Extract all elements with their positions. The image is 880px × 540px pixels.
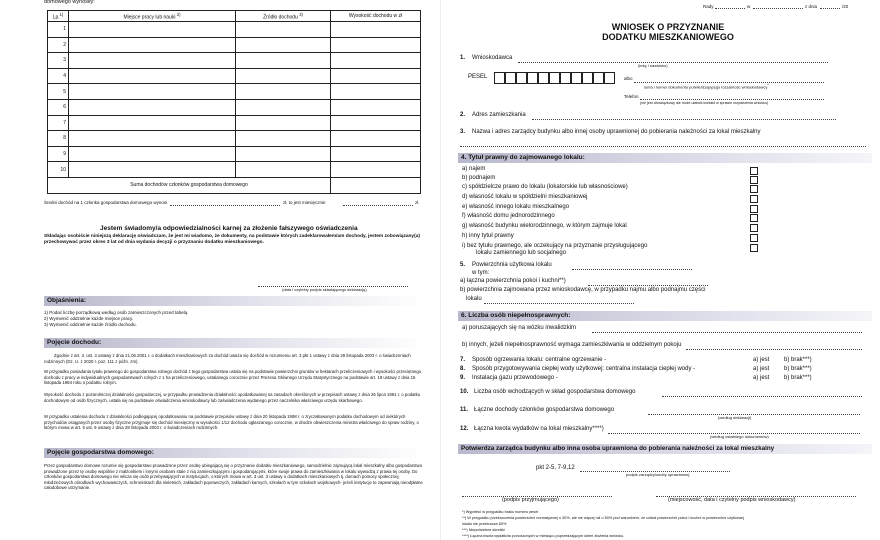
row-number: 6 [48,99,69,115]
total-income-caption: (według deklaracji) [718,415,752,420]
heating-opt-a[interactable]: a) jest [753,357,770,363]
legal-title-option-label: d) własność lokalu w spółdzielni mieszkaniowej [462,194,588,200]
row-workplace-cell[interactable] [69,146,236,162]
row-workplace-cell[interactable] [69,37,236,53]
header-income-source: Źródło dochodu $^{3)}$ [236,11,331,22]
area-b-label-2: lokalu [466,296,482,302]
row-workplace-cell[interactable] [69,84,236,100]
row-amount-cell[interactable] [331,131,421,147]
hot-water-opt-a[interactable]: a) jest [753,366,770,372]
row-workplace-cell[interactable] [69,162,236,178]
header-workplace: Miejsce pracy lub nauki $^{2)}$ [69,11,236,22]
household-concept-header: Pojęcie gospodarstwa domowego: [44,448,426,458]
manager-field[interactable] [460,146,866,147]
receiver-signature-caption: (podpis przyjmującego) [502,497,559,503]
table-row [48,162,421,178]
table-row [48,53,421,69]
table-row [48,22,421,38]
oath-title: Jestem świadomy/a odpowiedzialności karnej za złożenie fałszywego oświadczenia [100,225,358,232]
disabled-header: 6. Liczba osób niepełnosprawnych: [458,311,872,321]
monthly-income-field[interactable] [343,205,413,206]
income-table [47,10,421,194]
pesel-digit-box[interactable] [571,72,582,84]
row-number: 3 [48,53,69,69]
disabled-a-field[interactable] [592,332,862,333]
row-number: 2 [48,37,69,53]
area-b-label: b) powierzchnia zajmowana przez wnioskodawcę, w przypadku najmu albo podnajmu części [460,287,706,293]
applicant-name-caption: (imię i nazwisko) [638,63,668,68]
legal-title-checkbox[interactable] [750,167,758,175]
form-title-2: DODATKU MIESZKANIOWEGO [602,32,734,42]
sum-value-cell[interactable] [331,177,421,193]
field-3-number: 3. [460,129,466,135]
field-10-number: 10. [460,389,469,395]
disabled-b-label: b) innych, jeżeli niepełnosprawność wymaga zamieszkiwania w oddzielnym pokoju [462,342,682,348]
hot-water-opt-b[interactable]: b) brak***) [784,366,812,372]
legal-title-option-label: a) najem [462,166,486,172]
date-label: z dnia [805,4,818,9]
row-workplace-cell[interactable] [69,53,236,69]
row-workplace-cell[interactable] [69,99,236,115]
income-paragraph-2: W przypadku posiadania tytułu prawnego do gospodarstwa rolnego dochód z tego gospodarstwa ustala się na podstawie powierzchni gruntów w hektarach przeliczeniowych i wysokości przeciętnego dochodu z pracy w indywidualnych gospodarstwach rolnych z 1 ha przeliczeniowego, ustalanego corocznie przez Prezesa Głównego Urzędu Statystycznego na podstawie art. 18 ustawy z dnia 15 listopada 1984 roku o podatku rolnym. [44,369,422,386]
area-label: Powierzchnia użytkowa lokalu [472,262,552,268]
row-amount-cell[interactable] [331,84,421,100]
area-a-label: a) łączna powierzchnia pokoi i kuchni**) [460,278,566,284]
row-source-cell[interactable] [236,99,331,115]
row-source-cell[interactable] [236,131,331,147]
footnote: *) Wypełnić w przypadku braku numeru pesel [462,510,539,514]
expenses-caption: (według ostatniego dokumentów) [710,434,769,439]
pesel-digit-box[interactable] [593,72,604,84]
legal-title-option-label: lokalu zamiennego lub socjalnego [476,250,567,256]
row-workplace-cell[interactable] [69,22,236,38]
row-number: 9 [48,146,69,162]
household-paragraph: Przez gospodarstwo domowe rozumie się gospodarstwo prowadzone przez osobę ubiegającą się o przyznanie dodatku mieszkaniowego, samodzielnie zajmującą lokal mieszkalny albo gospodarstwo prowadzone przez tę osobę wspólnie z małżonkiem i innymi osobami stale z nią zamieszkującymi i gospodarującymi, które swoje prawa do zamieszkiwania w lokalu wywodzą z prawa tej osoby. Do członków gospodarstwa domowego nie wlicza się osób przebywających w instytucjach, o których mowa w art. 3 ust. 3 ustawy o dodatkach mieszkaniowych tj. domach pomocy społecznej, młodzieżowych ośrodkach wychowawczych, schroniskach dla nieletnich, zakładach poprawczych, zakładach karnych, szkołach w tym szkołach wojskowych- jeżeli instytucje te zapewniają nieodpłatne całodobowe utrzymanie. [44,463,423,491]
table-row [48,131,421,147]
legal-title-checkbox[interactable] [750,224,758,232]
row-workplace-cell[interactable] [69,131,236,147]
row-workplace-cell[interactable] [69,115,236,131]
total-income-label: Łączne dochody członków gospodarstwa domowego [474,407,615,413]
phone-label: Telefon [624,94,639,99]
oath-text: Składając osobiście niniejszą deklarację oświadczam, że jest mi wiadomo, że dokumenty, na podstawie których zadeklarowałem/am dochody, jestem zobowiązany(a) przechowywać przez okres 3 lat od dnia wydania decyzji o przyznaniu dodatku mieszkaniowego. [44,234,420,246]
table-header-row [48,11,421,22]
top-note: domowego wynosiły: [44,0,95,5]
header-income-amount: Wysokość dochodu w zł [331,11,421,22]
row-amount-cell[interactable] [331,22,421,38]
page-application-form [448,0,880,540]
table-row [48,99,421,115]
applicant-name-field[interactable] [518,62,828,63]
row-number: 7 [48,115,69,131]
table-row [48,84,421,100]
field-9-number: 9. [460,375,466,381]
income-paragraph-4: W przypadku ustalenia dochodu z działalności podlegającej opodatkowaniu na podstawie przepisów ustawy z dnia 20 listopada 1998 r. o zryczałtowanym podatku dochodowym od niektórych przychodów osiąganych przez osoby fizyczne przyjmuje się dochód miesięczny w wysokości 1/12 dochodu ogłaszanego corocznie, w drodze obwieszczenia ministra właściwego do spraw rodziny, o którym mowa w art. 5 ust. 9 ustawy z dnia 28 listopada 2003 r. o świadczeniach rodzinnych. [44,414,419,431]
zl-label: zł. [415,200,420,205]
field-11-number: 11. [460,407,469,413]
sum-row [48,177,421,193]
area-a-field[interactable] [588,285,708,286]
row-workplace-cell[interactable] [69,68,236,84]
heating-opt-b[interactable]: b) brak***) [784,357,812,363]
disabled-a-label: a) poruszających się na wózku inwalidzkim [462,325,577,331]
pesel-digit-box[interactable] [560,72,571,84]
table-row [48,146,421,162]
field-5-number: 5. [460,262,466,268]
legal-title-checkbox[interactable] [750,176,758,184]
place-w-field[interactable] [753,8,803,9]
disabled-b-field[interactable] [686,349,862,350]
footnote: **) W przypadku przekroczenia powierzchni normatywnej o 30%, ale nie więcej niż o 50% pod warunkiem, że udział powierzchni pokoi i kuchni w powierzchni użytkowej [462,516,744,520]
pesel-digit-box[interactable] [516,72,527,84]
manager-label: Nazwa i adres zarządcy budynku albo innej osoby uprawnionej do pobierania należności za lokal mieszkalny [472,129,761,135]
legal-title-option-label: c) spółdzielcze prawo do lokalu (lokatorskie lub własnościowe) [462,184,628,190]
legal-title-checkbox[interactable] [750,214,758,222]
footnote: ***) Niepotrzebne skreślić [462,528,506,532]
id-document-field[interactable] [634,82,824,83]
total-income-field[interactable] [648,414,860,415]
date-year: /20 [842,4,849,9]
heating-label: Sposób ogrzewania lokalu: centralne ogrzewanie - [472,357,607,363]
pesel-digit-box[interactable] [582,72,593,84]
income-paragraph-1: Zgodnie z art. 3. ust. 3 ustawy z dnia 21.06.2001 r. o dodatkach mieszkaniowych za dochód uważa się dochód w rozumieniu art. 3 pkt 1 ustawy z dnia 28 listopada 2003 r. o świadczeniach rodzinnych (Dz. U. z 2020 r. poz. 111 z późn. zm). [44,353,411,364]
expl-item-3: 3) Wymienić oddzielnie każde źródło dochodu. [44,322,137,327]
legal-title-option-label: f) własność domu jednorodzinnego [462,213,555,219]
area-field[interactable] [572,269,692,270]
manager-signature-caption: podpis zarządcy/osoby uprawnionej [626,472,690,477]
income-concept-header: Pojęcie dochodu: [44,338,426,348]
legal-title-checkbox[interactable] [750,185,758,193]
explanations-header: Objaśnienia: [44,296,426,306]
place-w-label: w [747,4,751,9]
row-source-cell[interactable] [236,37,331,53]
expenses-label: Łączna kwota wydatków na lokal mieszkalny****) [474,426,604,432]
field-1-number: 1. [460,55,466,61]
zl-monthly-label: zł, to jest miesięcznie [283,200,326,205]
row-amount-cell[interactable] [331,99,421,115]
header-lp: Lp.$^{1)}$ [48,11,69,22]
row-number: 1 [48,22,69,38]
row-number: 4 [48,68,69,84]
legal-title-checkbox[interactable] [750,244,758,252]
footnote: lokalu nie przekracza 60% [462,522,507,526]
area-b-field[interactable] [484,303,634,304]
row-source-cell[interactable] [236,53,331,69]
pesel-digit-box[interactable] [538,72,549,84]
row-amount-cell[interactable] [331,162,421,178]
household-size-label: Liczba osób wchodzących w skład gospodarstwa domowego [474,389,636,395]
row-amount-cell[interactable] [331,68,421,84]
row-source-cell[interactable] [236,68,331,84]
row-number: 5 [48,84,69,100]
row-source-cell[interactable] [236,115,331,131]
table-row [48,68,421,84]
hot-water-label: Sposób przygotowywania ciepłej wody użytkowej: centralna instalacja ciepłej wody - [472,366,696,372]
expl-item-1: 1) Podać liczbę porządkową według osób zamieszczonych przed tabelą. [44,310,189,315]
phone-caption: (nie jest obowiązkowy ale może ułatwić kontakt w sprawie rozpatrzenia wniosku) [640,101,769,105]
pesel-digit-box[interactable] [494,72,505,84]
gas-label: Instalacja gazu przewodowego - [472,375,558,381]
legal-title-option-label: i) bez tytułu prawnego, ale oczekujący na przyznanie przysługującego [462,243,648,249]
pesel-digit-box[interactable] [505,72,516,84]
area-sub-label: w tym: [472,270,490,276]
confirm-points: pkt 2-5, 7-9,12 [536,465,575,471]
row-amount-cell[interactable] [331,53,421,69]
row-number: 10 [48,162,69,178]
footnote: ****) Łączna kwota wydatków ponoszonych w miesiącu poprzedzającym dzień złożenia wniosku. [462,534,625,538]
id-document-caption: seria i numer dokumentu potwierdzającego tożsamość wnioskodawcy* [644,83,769,90]
applicant-label: Wnioskodawca [472,55,513,61]
legal-title-option-label: g) własność budynku wielorodzinnego, w którym zajmuje lokal [462,223,627,229]
form-title-1: WNIOSEK O PRZYZNANIE [611,22,725,32]
applicant-signature-caption: (miejscowość, data i czytelny podpis wnioskodawcy) [668,497,796,503]
pesel-digit-box[interactable] [549,72,560,84]
household-size-field[interactable] [662,396,862,397]
field-12-number: 12. [460,426,469,432]
row-amount-cell[interactable] [331,146,421,162]
pesel-digit-box[interactable] [527,72,538,84]
row-number: 8 [48,131,69,147]
gas-opt-a[interactable]: a) jest [753,375,770,381]
legal-title-option-label: b) podnajem [462,175,496,181]
place-label: Rady [703,4,714,9]
row-amount-cell[interactable] [331,37,421,53]
table-row [48,115,421,131]
pesel-label: PESEL [468,74,488,80]
avg-income-field[interactable] [170,205,280,206]
phone-field[interactable] [640,99,824,100]
date-field[interactable] [820,8,840,9]
legal-title-option-label: e) własność innego lokalu mieszkalnego [462,204,570,210]
field-2-number: 2. [460,112,466,118]
legal-title-header: 4. Tytuł prawny do zajmowanego lokalu: [458,153,872,163]
address-field[interactable] [532,119,836,120]
confirm-header: Potwierdza zarządca budynku albo inna osoba uprawniona do pobierania należności za lokal mieszkalny [458,444,872,454]
place-field[interactable] [715,8,745,9]
row-source-cell[interactable] [236,146,331,162]
legal-title-checkbox[interactable] [750,195,758,203]
legal-title-checkbox[interactable] [750,234,758,242]
gas-opt-b[interactable]: b) brak***) [784,375,812,381]
row-source-cell[interactable] [236,84,331,100]
address-label: Adres zamieszkania [472,112,526,118]
pesel-digit-box[interactable] [604,72,615,84]
row-source-cell[interactable] [236,22,331,38]
legal-title-checkbox[interactable] [750,205,758,213]
page-divider [440,0,441,540]
avg-income-label: Średni dochód na 1 członka gospodarstwa domowego wynosi [44,200,168,205]
row-source-cell[interactable] [236,162,331,178]
table-row [48,37,421,53]
expl-item-2: 2) Wymienić oddzielnie każde miejsce pracy. [44,316,134,321]
signature-caption: (data i czytelny podpis składającego deklarację) [282,287,367,292]
field-7-number: 7. [460,357,466,363]
sum-label: Suma dochodów członków gospodarstwa domowego [48,177,331,193]
legal-title-option-label: h) inny tytuł prawny [462,233,514,239]
row-amount-cell[interactable] [331,115,421,131]
income-paragraph-3: Wysokość dochodu z pozarolniczej działalności gospodarczej, w przypadku prowadzenia działalności opodatkowanej na zasadach określonych w przepisach ustawy z dnia 26 lipca 1991 r. o podatku dochodowym od osób fizycznych, ustala się na podstawie oświadczenia wnioskodawcy lub zaświadczenia wydanego przez naczelnika właściwego urzędu skarbowego. [44,392,421,403]
field-8-number: 8. [460,366,466,372]
albo-label: albo [624,76,633,81]
